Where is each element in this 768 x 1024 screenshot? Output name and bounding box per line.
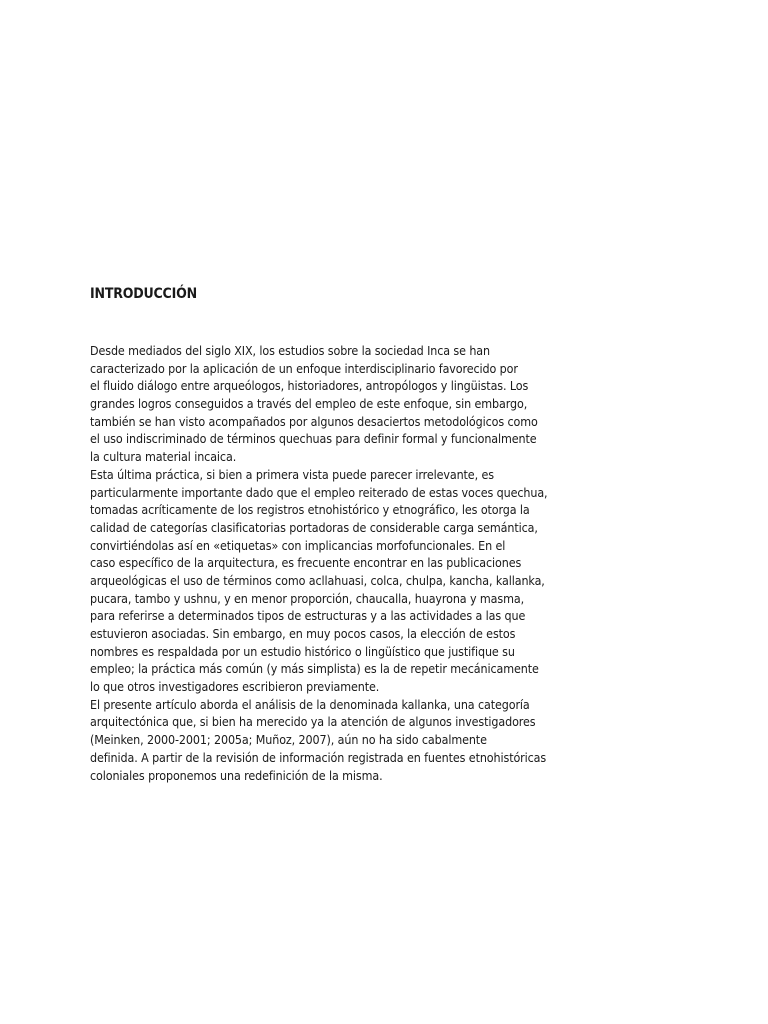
introduction-body — [90, 342, 570, 784]
text-line: calidad de categorías clasificatorias portadoras de considerable carga semántica, — [90, 519, 538, 535]
section-heading: INTRODUCCIÓN — [90, 286, 197, 302]
text-line: arqueológicas el uso de términos como acllahuasi, colca, chulpa, kancha, kallanka, — [90, 572, 545, 588]
text-line: para referirse a determinados tipos de estructuras y a las actividades a las que — [90, 608, 526, 624]
text-line: Desde mediados del siglo XIX, los estudios sobre la sociedad Inca se han — [90, 343, 491, 358]
text-line: el fluido diálogo entre arqueólogos, historiadores, antropólogos y lingüistas. Los — [90, 378, 529, 394]
text-line: caracterizado por la aplicación de un enfoque interdisciplinario favorecido por — [90, 360, 518, 376]
text-line: Esta última práctica, si bien a primera vista puede parecer irrelevante, es — [90, 466, 494, 482]
text-line: empleo; la práctica más común (y más simplista) es la de repetir mecánicamente — [90, 661, 539, 677]
text-line: nombres es respaldada por un estudio histórico o lingüístico que justifique su — [90, 643, 515, 659]
text-line: tomadas acríticamente de los registros etnohistórico y etnográfico, les otorga la — [90, 502, 530, 518]
text-line: lo que otros investigadores escribieron previamente. — [90, 679, 380, 695]
text-line: estuvieron asociadas. Sin embargo, en muy pocos casos, la elección de estos — [90, 626, 516, 641]
text-line: coloniales proponemos una redefinición de la misma. — [90, 767, 383, 783]
text-line: particularmente importante dado que el empleo reiterado de estas voces quechua, — [90, 484, 548, 500]
text-line: arquitectónica que, si bien ha merecido ya la atención de algunos investigadores — [90, 714, 536, 730]
text-line: la cultura material incaica. — [90, 449, 237, 465]
text-line: caso específico de la arquitectura, es frecuente encontrar en las publicaciones — [90, 555, 522, 571]
text-line: (Meinken, 2000-2001; 2005a; Muñoz, 2007), aún no ha sido cabalmente — [90, 732, 487, 748]
text-line: también se han visto acompañados por algunos desaciertos metodológicos como — [90, 413, 538, 429]
text-line: definida. A partir de la revisión de información registrada en fuentes etnohistóricas — [90, 749, 547, 765]
text-line: convirtiéndolas así en «etiquetas» con implicancias morfofuncionales. En el — [90, 537, 506, 553]
text-line: el uso indiscriminado de términos quechuas para definir formal y funcionalmente — [90, 431, 537, 447]
text-line: grandes logros conseguidos a través del empleo de este enfoque, sin embargo, — [90, 396, 528, 412]
text-line: El presente artículo aborda el análisis de la denominada kallanka, una categoría — [90, 696, 530, 712]
text-line: pucara, tambo y ushnu, y en menor proporción, chaucalla, huayrona y masma, — [90, 590, 525, 606]
